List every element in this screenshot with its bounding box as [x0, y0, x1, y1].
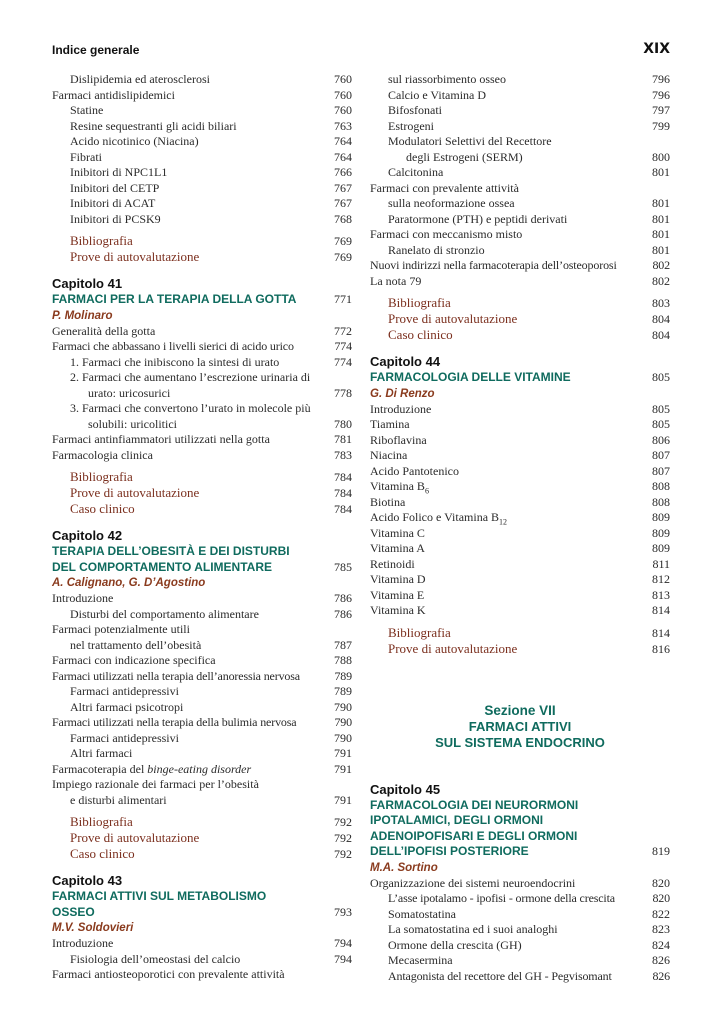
toc-entry[interactable]: Vitamina A 809: [370, 541, 670, 555]
toc-entry[interactable]: Altri farmaci psicotropi 790: [70, 699, 352, 714]
toc-entry[interactable]: La nota 79 802: [370, 273, 670, 288]
running-header: Indice generale: [52, 43, 140, 57]
toc-entry[interactable]: Fisiologia dell’omeostasi del calcio 794: [70, 951, 352, 966]
bibliography-link[interactable]: Bibliografia 784: [70, 469, 352, 484]
toc-entry[interactable]: Impiego razionale dei farmaci per l’obesità: [52, 777, 259, 791]
toc-entry[interactable]: Vitamina D 812: [370, 572, 670, 586]
chapter-author: G. Di Renzo: [370, 387, 435, 400]
self-assessment-link[interactable]: Prove di autovalutazione 784: [70, 485, 352, 500]
bibliography-link[interactable]: Bibliografia 769: [70, 233, 352, 248]
toc-entry[interactable]: Farmaci antiosteoporotici con prevalente attività: [52, 967, 285, 981]
clinical-case-link[interactable]: Caso clinico 784: [70, 501, 352, 516]
toc-entry[interactable]: Acido Pantotenico 807: [370, 463, 670, 478]
chapter-title[interactable]: IPOTALAMICI, DEGLI ORMONI: [370, 813, 544, 827]
toc-entry[interactable]: Organizzazione dei sistemi neuroendocrini 820: [370, 875, 670, 890]
section-title[interactable]: FARMACI ATTIVI: [468, 718, 572, 734]
toc-entry[interactable]: Paratormone (PTH) e peptidi derivati 801: [388, 211, 670, 226]
toc-entry[interactable]: La somatostatina ed i suoi analoghi 823: [388, 922, 670, 936]
chapter-title[interactable]: FARMACI PER LA TERAPIA DELLA GOTTA 771: [52, 292, 352, 306]
toc-left-column: [52, 72, 352, 983]
toc-entry[interactable]: Calcio e Vitamina D 796: [388, 87, 670, 102]
toc-entry[interactable]: Bifosfonati 797: [388, 103, 670, 117]
chapter-label: Capitolo 45: [370, 781, 441, 797]
toc-entry[interactable]: Farmaci antidepressivi 790: [70, 730, 352, 745]
toc-entry[interactable]: Inibitori di NPC1L1 766: [70, 165, 352, 179]
toc-entry[interactable]: Dislipidemia ed aterosclerosi 760: [70, 72, 352, 86]
toc-entry[interactable]: Farmaci antinfiammatori utilizzati nella gotta 781: [52, 432, 352, 446]
chapter-label: Capitolo 43: [52, 873, 123, 888]
toc-entry[interactable]: Farmaci con meccanismo misto 801: [370, 227, 670, 241]
toc-entry[interactable]: Modulatori Selettivi del Recettore: [388, 134, 552, 148]
toc-entry[interactable]: Estrogeni 799: [388, 118, 670, 133]
toc-entry[interactable]: 1. Farmaci che inibiscono la sintesi di urato 774: [70, 354, 352, 369]
toc-entry[interactable]: Ranelato di stronzio 801: [388, 242, 670, 257]
toc-entry[interactable]: urato: uricosurici 778: [88, 385, 352, 400]
chapter-title[interactable]: FARMACI ATTIVI SUL METABOLISMO: [52, 889, 267, 903]
self-assessment-link[interactable]: Prove di autovalutazione 792: [70, 830, 352, 845]
toc-entry[interactable]: solubili: uricolitici 780: [88, 416, 352, 431]
toc-entry[interactable]: Vitamina $B_6$ 808: [370, 479, 670, 496]
chapter-label: Capitolo 41: [52, 276, 123, 291]
chapter-author: P. Molinaro: [52, 309, 113, 322]
chapter-author: A. Calignano, G. D’Agostino: [52, 577, 206, 589]
section-number: Sezione VII: [484, 702, 556, 718]
self-assessment-link[interactable]: Prove di autovalutazione 769: [70, 249, 352, 264]
toc-entry[interactable]: Disturbi del comportamento alimentare 786: [70, 606, 352, 621]
chapter-title[interactable]: ADENOIPOFISARI E DEGLI ORMONI: [370, 828, 578, 843]
bibliography-link[interactable]: Bibliografia 792: [70, 814, 352, 829]
toc-entry[interactable]: Introduzione 805: [370, 401, 670, 416]
clinical-case-link[interactable]: Caso clinico 792: [70, 846, 352, 861]
toc-entry[interactable]: Tiamina 805: [370, 417, 670, 431]
chapter-title[interactable]: DELL’IPOFISI POSTERIORE 819: [370, 844, 670, 858]
chapter-title[interactable]: TERAPIA DELL’OBESITÀ E DEI DISTURBI: [52, 544, 290, 558]
section-title[interactable]: SUL SISTEMA ENDOCRINO: [435, 734, 605, 750]
toc-entry[interactable]: Niacina 807: [370, 448, 670, 462]
toc-entry[interactable]: Biotina 808: [370, 494, 670, 509]
bibliography-link[interactable]: Bibliografia 814: [388, 624, 670, 640]
chapter-title[interactable]: FARMACOLOGIA DEI NEURORMONI: [370, 797, 579, 812]
toc-entry[interactable]: sulla neoformazione ossea 801: [388, 196, 670, 210]
toc-entry[interactable]: Somatostatina 822: [388, 906, 670, 921]
toc-entry[interactable]: 3. Farmaci che convertono l’urato in molecole più: [70, 401, 311, 415]
toc-entry[interactable]: Acido Folico e Vitamina $B_{12}$ 809: [370, 510, 670, 527]
toc-entry[interactable]: Ormone della crescita (GH) 824: [388, 937, 670, 952]
bibliography-link[interactable]: Bibliografia 803: [388, 295, 670, 310]
toc-entry[interactable]: Inibitori del CETP 767: [70, 180, 352, 195]
toc-entry[interactable]: Farmaci potenzialmente utili: [52, 622, 190, 636]
toc-right-column: [370, 72, 670, 984]
toc-entry[interactable]: Vitamina K 814: [370, 603, 670, 617]
toc-entry[interactable]: Altri farmaci 791: [70, 746, 352, 760]
toc-entry[interactable]: Mecasermina 826: [388, 953, 670, 967]
toc-entry[interactable]: Farmacologia clinica 783: [52, 447, 352, 462]
clinical-case-link[interactable]: Caso clinico 804: [388, 327, 670, 342]
page-number-roman: XIX: [643, 41, 670, 57]
toc-entry[interactable]: Riboflavina 806: [370, 432, 670, 447]
toc-entry[interactable]: Farmaci utilizzati nella terapia dell’anoressia nervosa 789: [52, 668, 352, 683]
chapter-label: Capitolo 42: [52, 528, 123, 543]
toc-entry[interactable]: Acido nicotinico (Niacina) 764: [70, 134, 352, 148]
toc-entry[interactable]: e disturbi alimentari 791: [70, 792, 352, 807]
toc-entry[interactable]: Farmaci antidislipidemici 760: [52, 87, 352, 102]
toc-entry[interactable]: sul riassorbimento osseo 796: [388, 72, 670, 86]
self-assessment-link[interactable]: Prove di autovalutazione 804: [388, 311, 670, 326]
chapter-author: M.A. Sortino: [370, 861, 438, 874]
toc-entry[interactable]: nel trattamento dell’obesità 787: [70, 637, 352, 652]
toc-entry[interactable]: Nuovi indirizzi nella farmacoterapia dell’osteoporosi 802: [370, 258, 670, 272]
toc-entry[interactable]: Farmaci con indicazione specifica 788: [52, 653, 352, 667]
toc-entry[interactable]: Vitamina E 813: [370, 587, 670, 602]
chapter-title[interactable]: FARMACOLOGIA DELLE VITAMINE 805: [370, 370, 670, 384]
toc-entry[interactable]: Antagonista del recettore del GH - Pegvisomant 826: [388, 968, 670, 983]
toc-entry[interactable]: Farmaci antidepressivi 789: [70, 684, 352, 698]
toc-entry[interactable]: Farmaci che abbassano i livelli sierici di acido urico 774: [52, 339, 352, 353]
toc-entry[interactable]: Introduzione 786: [52, 591, 352, 605]
toc-entry[interactable]: degli Estrogeni (SERM) 800: [406, 149, 670, 164]
toc-entry[interactable]: Introduzione 794: [52, 936, 352, 950]
chapter-title[interactable]: OSSEO 793: [52, 904, 352, 919]
toc-entry[interactable]: Inibitori di ACAT 767: [70, 196, 352, 210]
chapter-label: Capitolo 44: [370, 354, 441, 369]
toc-entry[interactable]: Retinoidi 811: [370, 556, 670, 571]
toc-entry[interactable]: Statine 760: [70, 103, 352, 117]
toc-entry[interactable]: Calcitonina 801: [388, 165, 670, 179]
toc-entry[interactable]: Generalità della gotta 772: [52, 323, 352, 338]
chapter-title[interactable]: DEL COMPORTAMENTO ALIMENTARE 785: [52, 559, 352, 574]
toc-entry[interactable]: Inibitori di PCSK9 768: [70, 211, 352, 226]
toc-entry[interactable]: Farmaci utilizzati nella terapia della bulimia nervosa 790: [52, 715, 352, 729]
toc-entry[interactable]: L’asse ipotalamo - ipofisi - ormone della crescita 820: [388, 891, 670, 905]
toc-entry[interactable]: Farmaci con prevalente attività: [370, 180, 519, 195]
toc-entry[interactable]: Vitamina C 809: [370, 525, 670, 540]
toc-entry[interactable]: Fibrati 764: [70, 149, 352, 164]
toc-entry[interactable]: 2. Farmaci che aumentano l’escrezione urinaria di: [70, 370, 311, 384]
self-assessment-link[interactable]: Prove di autovalutazione 816: [388, 640, 670, 656]
toc-entry[interactable]: Farmacoterapia del binge-eating disorder 791: [52, 761, 352, 776]
chapter-author: M.V. Soldovieri: [52, 922, 134, 934]
toc-entry[interactable]: Resine sequestranti gli acidi biliari 763: [70, 118, 352, 133]
